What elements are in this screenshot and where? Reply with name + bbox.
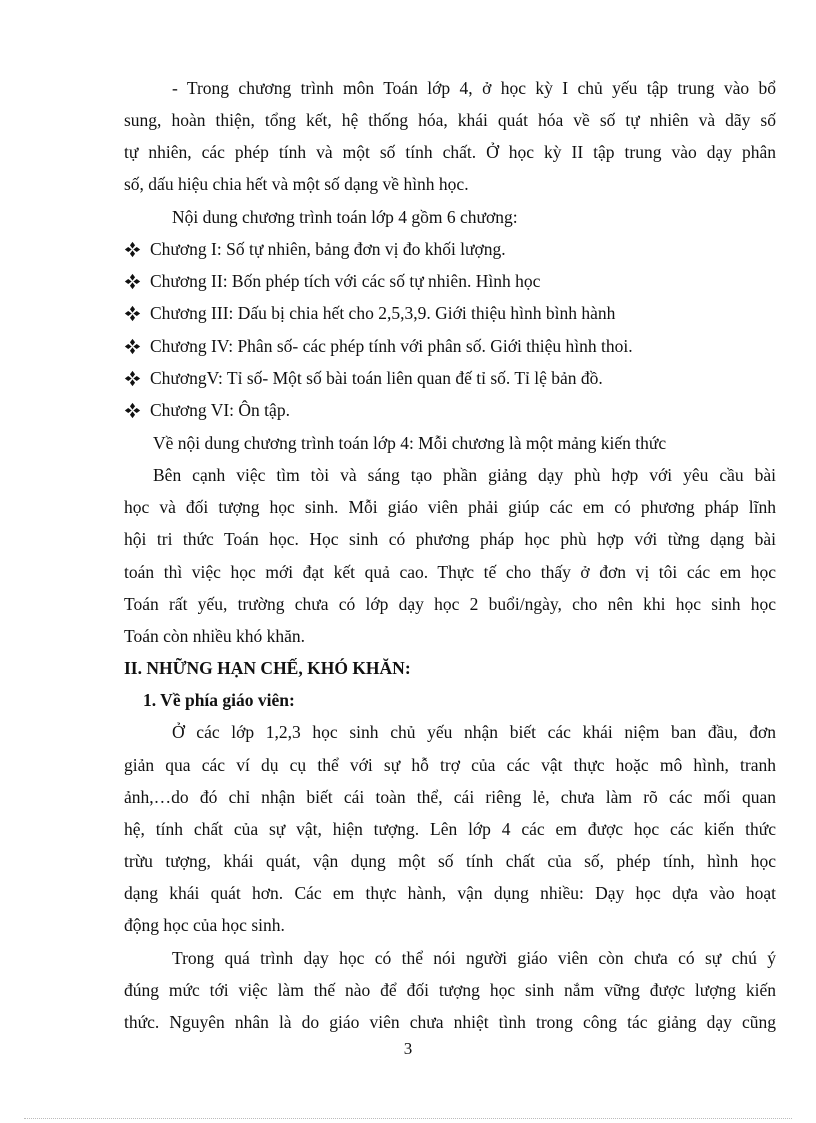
- paragraph-2-line-4: toán thì việc học mới đạt kết quả cao. Thực tế cho thấy ở đơn vị tôi các em học: [124, 562, 776, 582]
- diamond-bullet-icon: [124, 402, 141, 419]
- chapter-label: ChươngV: Tỉ số- Một số bài toán liên quan đế tỉ số. Tỉ lệ bản đồ.: [150, 368, 603, 388]
- chapter-item-2: [124, 269, 540, 293]
- paragraph-3-line-1: Ở các lớp 1,2,3 học sinh chủ yếu nhận biết các khái niệm ban đầu, đơn: [172, 722, 776, 742]
- paragraph-4-line-2: đúng mức tới việc làm thế nào để đối tượng học sinh nắm vững được lượng kiến: [124, 980, 776, 1000]
- paragraph-3-line-5: trừu tượng, khái quát, vận dụng một số tính chất của số, phép tính, hình học: [124, 851, 776, 871]
- diamond-bullet-icon: [124, 305, 141, 322]
- paragraph-2-line-2: học và đối tượng học sinh. Mỗi giáo viên phải giúp các em có phương pháp lĩnh: [124, 497, 776, 517]
- diamond-bullet-icon: [124, 370, 141, 387]
- page-bottom-divider: [24, 1118, 792, 1119]
- chapter-item-6: [124, 398, 290, 422]
- chapter-item-4: [124, 334, 633, 358]
- paragraph-2-line-5: Toán rất yếu, trường chưa có lớp dạy học 2 buổi/ngày, cho nên khi học sinh học: [124, 594, 776, 614]
- chapter-label: Chương I: Số tự nhiên, bảng đơn vị đo khối lượng.: [150, 239, 506, 259]
- diamond-bullet-icon: [124, 241, 141, 258]
- subsection-heading: 1. Về phía giáo viên:: [143, 690, 295, 710]
- paragraph-2-line-3: hội tri thức Toán học. Học sinh có phương pháp học phù hợp với từng dạng bài: [124, 529, 776, 549]
- paragraph-4-line-3: thức. Nguyên nhân là do giáo viên chưa nhiệt tình trong công tác giảng dạy cũng: [124, 1012, 776, 1032]
- paragraph-3-line-2: giản qua các ví dụ cụ thể với sự hỗ trợ của các vật thực hoặc mô hình, tranh: [124, 755, 776, 775]
- paragraph-3-line-3: ảnh,…do đó chỉ nhận biết cái toàn thể, cái riêng lẻ, chưa làm rõ các mối quan: [124, 787, 776, 807]
- chapters-intro: Nội dung chương trình toán lớp 4 gồm 6 chương:: [172, 207, 518, 227]
- paragraph-1-line-4: số, dấu hiệu chia hết và một số dạng về hình học.: [124, 174, 469, 194]
- paragraph-2-line-1: Bên cạnh việc tìm tòi và sáng tạo phần giảng dạy phù hợp với yêu cầu bài: [153, 465, 776, 485]
- paragraph-3-line-4: hệ, tính chất của sự vật, hiện tượng. Lên lớp 4 các em được học các kiến thức: [124, 819, 776, 839]
- diamond-bullet-icon: [124, 273, 141, 290]
- paragraph-4-line-1: Trong quá trình dạy học có thể nói người giáo viên còn chưa có sự chú ý: [172, 948, 776, 968]
- paragraph-1-line-3: tự nhiên, các phép tính và một số tính chất. Ở học kỳ II tập trung vào dạy phân: [124, 142, 776, 162]
- chapter-item-1: [124, 237, 506, 261]
- page-number: 3: [403, 1039, 413, 1058]
- chapter-label: Chương II: Bốn phép tích với các số tự nhiên. Hình học: [150, 271, 541, 291]
- chapter-item-5: [124, 366, 603, 390]
- paragraph-2-line-6: Toán còn nhiều khó khăn.: [124, 626, 306, 646]
- paragraph-3-line-7: động học của học sinh.: [124, 915, 285, 935]
- summary-line: Về nội dung chương trình toán lớp 4: Mỗi chương là một mảng kiến thức: [153, 433, 667, 453]
- section-heading: II. NHỮNG HẠN CHẾ, KHÓ KHĂN:: [124, 658, 411, 678]
- chapter-label: Chương IV: Phân số- các phép tính với phân số. Giới thiệu hình thoi.: [150, 336, 633, 356]
- chapter-label: Chương VI: Ôn tập.: [150, 400, 290, 420]
- diamond-bullet-icon: [124, 338, 141, 355]
- paragraph-1-line-2: sung, hoàn thiện, tổng kết, hệ thống hóa, khái quát hóa về số tự nhiên và dãy số: [124, 110, 776, 130]
- paragraph-3-line-6: dạng khái quát hơn. Các em thực hành, vận dụng nhiều: Dạy học dựa vào hoạt: [124, 883, 776, 903]
- chapter-item-3: [124, 301, 615, 325]
- paragraph-1-line-1: - Trong chương trình môn Toán lớp 4, ở học kỳ I chủ yếu tập trung vào bổ: [172, 78, 776, 98]
- chapter-label: Chương III: Dấu bị chia hết cho 2,5,3,9. Giới thiệu hình bình hành: [150, 303, 616, 323]
